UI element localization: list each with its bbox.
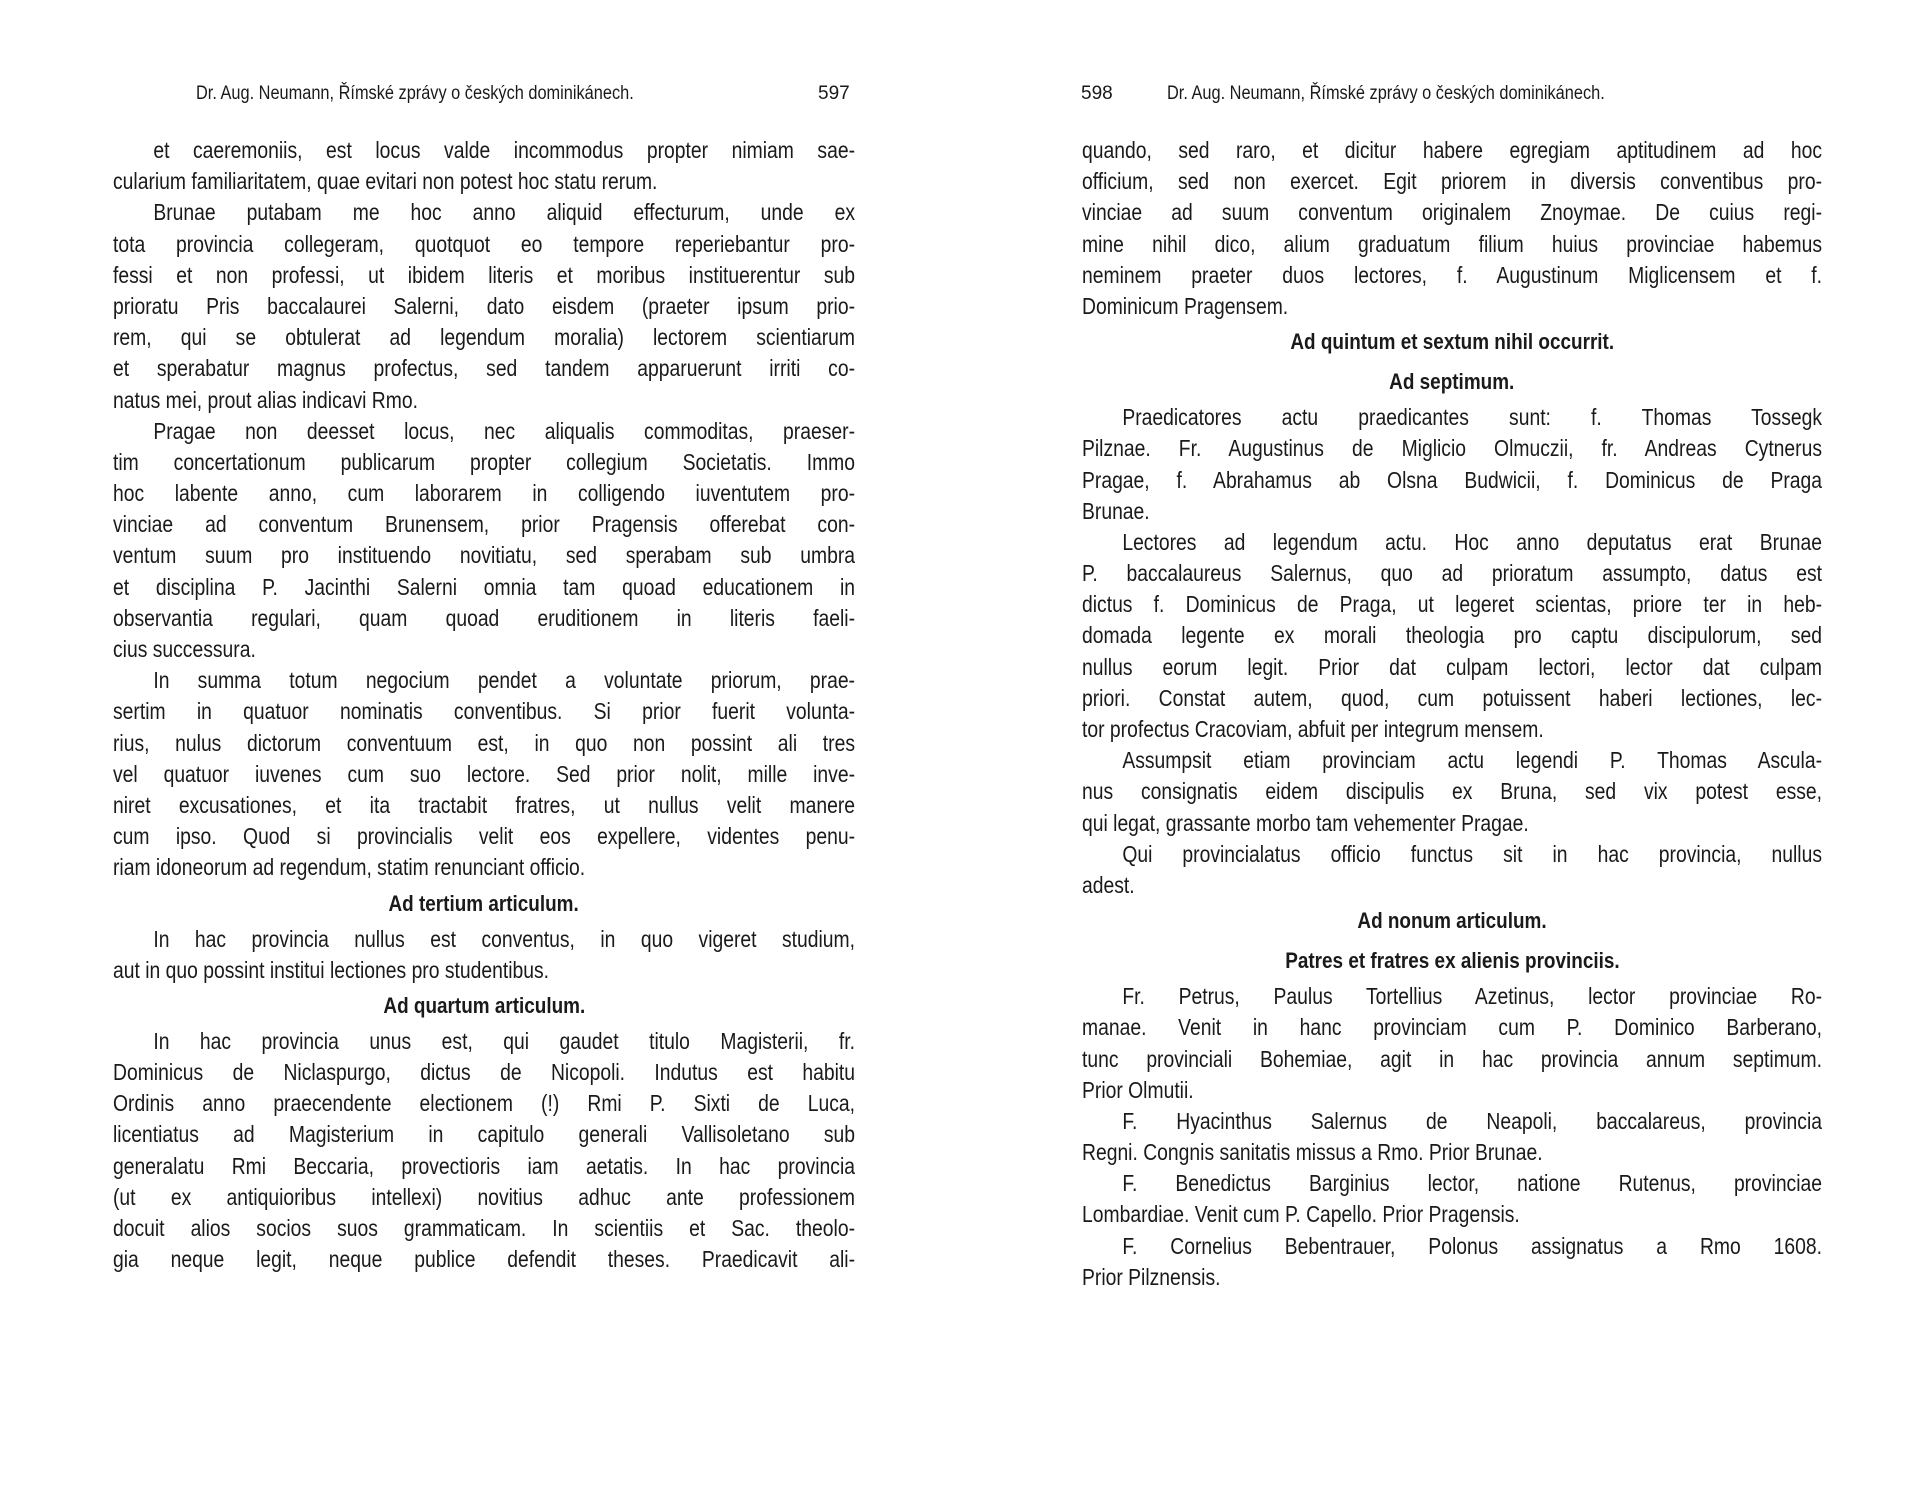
text-line: [1082, 197, 1822, 228]
text-line: [113, 696, 855, 727]
heading-text: Ad septimum.: [1389, 369, 1515, 395]
paragraph: [1082, 1231, 1822, 1293]
line-text: nullus eorum legit. Prior dat culpam lectori, lector dat culpam: [1082, 653, 1823, 680]
line-text: licentiatus ad Magisterium in capitulo generali Vallisoletano sub: [113, 1121, 856, 1148]
line-text: priori. Constat autem, quod, cum potuissent haberi lectiones, lec-: [1082, 684, 1823, 711]
text-line: [1082, 1075, 1822, 1106]
text-line: [113, 1151, 855, 1182]
heading-text: Ad quartum articulum.: [383, 992, 585, 1018]
line-text: In hac provincia nullus est conventus, in quo vigeret studium,: [153, 925, 856, 952]
text-line: [113, 353, 855, 384]
text-line: [113, 1119, 855, 1150]
line-text: quando, sed raro, et dicitur habere egregiam aptitudinem ad hoc: [1082, 137, 1823, 163]
text-line: [113, 1244, 855, 1275]
section-heading: [113, 986, 855, 1026]
line-text: Dominicus de Niclaspurgo, dictus de Nicopoli. Indutus est habitu: [113, 1059, 856, 1086]
line-text: tota provincia collegeram, quotquot eo tempore reperiebantur pro-: [113, 230, 856, 257]
text-line: [1082, 402, 1822, 433]
text-line: [1082, 260, 1822, 291]
line-text: domada legente ex morali theologia pro captu discipulorum, sed: [1082, 622, 1823, 649]
text-line: [113, 955, 855, 986]
line-text: Pilznae. Fr. Augustinus de Miglicio Olmuczii, fr. Andreas Cytnerus: [1082, 435, 1823, 462]
text-line: [113, 166, 855, 197]
paragraph: [1082, 402, 1822, 527]
line-text: prioratu Pris baccalaurei Salerni, dato eisdem (praeter ipsum prio-: [113, 292, 856, 319]
text-line: [113, 634, 855, 665]
line-text: fessi et non professi, ut ibidem literis et moribus instituerentur sub: [113, 261, 856, 288]
text-line: [1082, 1044, 1822, 1075]
text-line: [113, 197, 855, 228]
text-line: [1082, 620, 1822, 651]
text-line: [1082, 981, 1822, 1012]
line-text: Lectores ad legendum actu. Hoc anno deputatus erat Brunae: [1122, 528, 1823, 555]
section-heading: [1082, 941, 1822, 981]
text-line: [1082, 589, 1822, 620]
page-598: [957, 0, 1914, 1500]
line-text: riam idoneorum ad regendum, statim renunciant officio.: [113, 854, 586, 881]
text-line: [113, 260, 855, 291]
text-line: [113, 1088, 855, 1119]
line-text: niret excusationes, et ita tractabit fratres, ut nullus velit manere: [113, 791, 856, 818]
line-text: F. Benedictus Barginius lector, natione Rutenus, provinciae: [1122, 1170, 1823, 1197]
line-text: vel quatuor iuvenes cum suo lectore. Sed prior nolit, mille inve-: [113, 760, 856, 787]
line-text: mine nihil dico, alium graduatum filium huius provinciae habemus: [1082, 230, 1823, 257]
line-text: Prior Pilznensis.: [1082, 1263, 1221, 1290]
text-line: [113, 385, 855, 416]
text-line: [1082, 1231, 1822, 1262]
text-line: [1082, 1137, 1822, 1168]
text-line: [113, 229, 855, 260]
heading-text: Ad tertium articulum.: [388, 890, 580, 916]
line-text: vinciae ad suum conventum originalem Znoymae. De cuius regi-: [1082, 199, 1823, 226]
line-text: In hac provincia unus est, qui gaudet titulo Magisterii, fr.: [153, 1027, 856, 1054]
line-text: Assumpsit etiam provinciam actu legendi P. Thomas Ascula-: [1122, 747, 1823, 774]
line-text: Qui provincialatus officio functus sit in hac provincia, nullus: [1122, 840, 1823, 867]
page-number: 597: [818, 83, 850, 104]
text-line: [1082, 683, 1822, 714]
text-line: [113, 416, 855, 447]
text-line: [1082, 714, 1822, 745]
text-line: [1082, 870, 1822, 901]
line-text: rem, qui se obtulerat ad legendum moralia) lectorem scientiarum: [113, 324, 856, 351]
line-text: Dominicum Pragensem.: [1082, 292, 1289, 319]
text-line: [1082, 166, 1822, 197]
header-title: Dr. Aug. Neumann, Římské zprávy o českých dominikánech.: [1167, 83, 1605, 104]
text-line: [1082, 839, 1822, 870]
line-text: Brunae putabam me hoc anno aliquid effecturum, unde ex: [153, 199, 856, 226]
section-heading: [1082, 901, 1822, 941]
line-text: (ut ex antiquioribus intellexi) novitius adhuc ante professionem: [113, 1183, 856, 1210]
text-line: [113, 665, 855, 696]
text-line: [113, 291, 855, 322]
section-heading: [1082, 322, 1822, 362]
paragraph: [1082, 135, 1822, 322]
text-line: [113, 135, 855, 166]
line-text: Lombardiae. Venit cum P. Capello. Prior Pragensis.: [1082, 1201, 1520, 1228]
line-text: tor profectus Cracoviam, abfuit per integrum mensem.: [1082, 716, 1544, 742]
line-text: F. Hyacinthus Salernus de Neapoli, baccalareus, provincia: [1122, 1107, 1823, 1134]
header-title: Dr. Aug. Neumann, Římské zprávy o českých dominikánech.: [196, 83, 634, 104]
text-line: [1082, 465, 1822, 496]
text-line: [113, 1057, 855, 1088]
text-line: [1082, 808, 1822, 839]
paragraph: [1082, 1106, 1822, 1168]
text-line: [1082, 776, 1822, 807]
line-text: Fr. Petrus, Paulus Tortellius Azetinus, lector provinciae Ro-: [1122, 983, 1823, 1010]
line-text: Pragae, f. Abrahamus ab Olsna Budwicii, f. Dominicus de Praga: [1082, 466, 1823, 493]
line-text: qui legat, grassante morbo tam vehementer Pragae.: [1082, 809, 1529, 836]
paragraph: [113, 665, 855, 883]
text-line: [1082, 558, 1822, 589]
line-text: nus consignatis eidem discipulis ex Bruna, sed vix potest esse,: [1082, 778, 1823, 805]
line-text: gia neque legit, neque publice defendit theses. Praedicavit ali-: [113, 1246, 856, 1273]
text-line: [113, 759, 855, 790]
line-text: et sperabatur magnus profectus, sed tandem apparuerunt irriti co-: [113, 355, 856, 382]
line-text: In summa totum negocium pendet a voluntate priorum, prae-: [153, 667, 856, 694]
text-line: [1082, 745, 1822, 776]
line-text: Brunae.: [1082, 497, 1150, 524]
paragraph: [113, 924, 855, 986]
text-line: [1082, 1106, 1822, 1137]
line-text: et disciplina P. Jacinthi Salerni omnia tam quoad educationem in: [113, 573, 856, 600]
heading-text: Ad nonum articulum.: [1357, 908, 1547, 934]
line-text: natus mei, prout alias indicavi Rmo.: [113, 386, 418, 413]
text-line: [1082, 229, 1822, 260]
text-line: [1082, 135, 1822, 166]
page-body: [113, 135, 855, 1275]
text-line: [1082, 1199, 1822, 1230]
text-line: [113, 821, 855, 852]
paragraph: [1082, 527, 1822, 745]
line-text: neminem praeter duos lectores, f. Augustinum Miglicensem et f.: [1082, 261, 1823, 288]
text-line: [113, 572, 855, 603]
line-text: officium, sed non exercet. Egit priorem in diversis conventibus pro-: [1082, 168, 1823, 195]
text-line: [113, 924, 855, 955]
text-line: [113, 447, 855, 478]
line-text: ventum suum pro instituendo novitiatu, sed sperabam sub umbra: [113, 542, 856, 569]
line-text: manae. Venit in hanc provinciam cum P. Dominico Barberano,: [1082, 1014, 1823, 1041]
line-text: aut in quo possint institui lectiones pro studentibus.: [113, 956, 550, 983]
line-text: Prior Olmutii.: [1082, 1076, 1194, 1103]
section-heading: [113, 884, 855, 924]
line-text: sertim in quatuor nominatis conventibus. Si prior fuerit volunta-: [113, 698, 856, 725]
section-heading: [1082, 362, 1822, 402]
text-line: [1082, 1262, 1822, 1293]
text-line: [1082, 433, 1822, 464]
text-line: [1082, 527, 1822, 558]
text-line: [113, 540, 855, 571]
text-line: [1082, 1012, 1822, 1043]
line-text: tim concertationum publicarum propter collegium Societatis. Immo: [113, 448, 856, 475]
heading-text: Patres et fratres ex alienis provinciis.: [1284, 948, 1620, 974]
line-text: cum ipso. Quod si provincialis velit eos expellere, videntes penu-: [113, 823, 856, 850]
paragraph: [1082, 981, 1822, 1106]
line-text: F. Cornelius Bebentrauer, Polonus assignatus a Rmo 1608.: [1122, 1232, 1823, 1259]
text-line: [113, 790, 855, 821]
line-text: cius successura.: [113, 636, 256, 662]
paragraph: [113, 135, 855, 197]
text-line: [113, 1213, 855, 1244]
line-text: tunc provinciali Bohemiae, agit in hac provincia annum septimum.: [1082, 1045, 1823, 1072]
text-line: [1082, 652, 1822, 683]
paragraph: [113, 197, 855, 415]
page-body: [1082, 135, 1822, 1293]
text-line: [113, 603, 855, 634]
text-line: [113, 852, 855, 883]
line-text: dictus f. Dominicus de Praga, ut legeret scientas, priore ter in heb-: [1082, 591, 1823, 618]
line-text: P. baccalaureus Salernus, quo ad prioratum assumpto, datus est: [1082, 560, 1823, 587]
line-text: rius, nulus dictorum conventuum est, in quo non possint ali tres: [113, 729, 856, 756]
text-line: [113, 322, 855, 353]
heading-text: Ad quintum et sextum nihil occurrit.: [1290, 329, 1614, 355]
paragraph: [113, 1026, 855, 1276]
page-number: 598: [1081, 83, 1113, 104]
line-text: generalatu Rmi Beccaria, provectioris iam aetatis. In hac provincia: [113, 1152, 856, 1179]
line-text: docuit alios socios suos grammaticam. In scientiis et Sac. theolo-: [113, 1215, 856, 1241]
paragraph: [1082, 1168, 1822, 1230]
paragraph: [1082, 839, 1822, 901]
text-line: [113, 1182, 855, 1213]
line-text: Ordinis anno praecendente electionem (!) Rmi P. Sixti de Luca,: [113, 1090, 856, 1117]
line-text: Pragae non deesset locus, nec aliqualis commoditas, praeser-: [153, 417, 856, 444]
line-text: vinciae ad conventum Brunensem, prior Pragensis offerebat con-: [113, 511, 856, 538]
paragraph: [1082, 745, 1822, 839]
paragraph: [113, 416, 855, 666]
line-text: observantia regulari, quam quoad eruditionem in literis faeli-: [113, 604, 856, 631]
text-line: [1082, 291, 1822, 322]
line-text: adest.: [1082, 871, 1135, 898]
text-line: [113, 1026, 855, 1057]
text-line: [1082, 1168, 1822, 1199]
line-text: hoc labente anno, cum laborarem in colligendo iuventutem pro-: [113, 480, 856, 507]
text-line: [113, 478, 855, 509]
text-line: [1082, 496, 1822, 527]
text-line: [113, 509, 855, 540]
line-text: Regni. Congnis sanitatis missus a Rmo. Prior Brunae.: [1082, 1139, 1543, 1166]
line-text: et caeremoniis, est locus valde incommodus propter nimiam sae-: [153, 137, 856, 163]
line-text: Praedicatores actu praedicantes sunt: f. Thomas Tossegk: [1122, 404, 1823, 431]
line-text: cularium familiaritatem, quae evitari non potest hoc statu rerum.: [113, 168, 658, 195]
text-line: [113, 728, 855, 759]
